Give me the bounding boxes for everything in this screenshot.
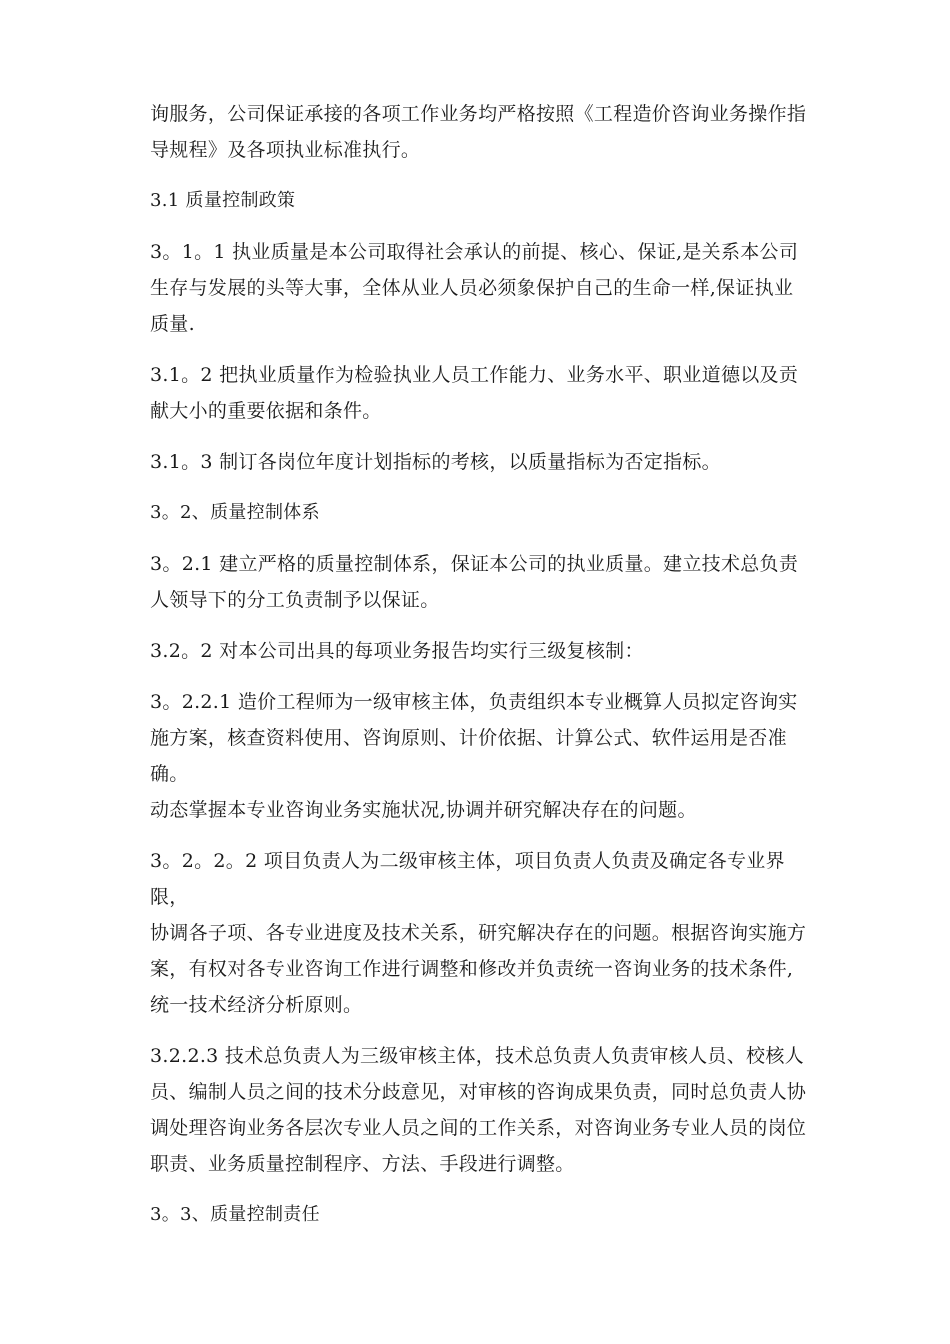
text-line: 案，有权对各专业咨询工作进行调整和修改并负责统一咨询业务的技术条件, — [150, 958, 794, 980]
text-line: 询服务，公司保证承接的各项工作业务均严格按照《工程造价咨询业务操作指 — [150, 103, 807, 125]
section-heading — [150, 1197, 810, 1233]
paragraph — [150, 684, 810, 828]
text-line: 导规程》及各项执业标准执行。 — [150, 139, 421, 161]
text-line: 3.2。2 对本公司出具的每项业务报告均实行三级复核制： — [150, 640, 644, 662]
text-line: 调处理咨询业务各层次专业人员之间的工作关系，对咨询业务专业人员的岗位 — [150, 1117, 807, 1139]
text-line: 施方案，核查资料使用、咨询原则、计价依据、计算公式、软件运用是否准确。 — [150, 727, 787, 785]
paragraph — [150, 357, 810, 429]
text-line: 生存与发展的头等大事，全体从业人员必须象保护自己的生命一样,保证执业 — [150, 277, 794, 299]
text-line: 3。2.1 建立严格的质量控制体系，保证本公司的执业质量。建立技术总负责 — [150, 553, 799, 575]
text-line: 3。1。1 执业质量是本公司取得社会承认的前提、核心、保证,是关系本公司 — [150, 241, 799, 263]
paragraph — [150, 843, 810, 1023]
text-line: 3.1。2 把执业质量作为检验执业人员工作能力、业务水平、职业道德以及贡 — [150, 364, 799, 386]
text-line: 职责、业务质量控制程序、方法、手段进行调整。 — [150, 1153, 575, 1175]
section-heading — [150, 183, 810, 219]
text-line: 员、编制人员之间的技术分歧意见，对审核的咨询成果负责，同时总负责人协 — [150, 1081, 807, 1103]
heading-text: 3。2、质量控制体系 — [150, 502, 320, 523]
paragraph — [150, 444, 810, 480]
text-line: 人领导下的分工负责制予以保证。 — [150, 589, 440, 611]
text-line: 3。2。2。2 项目负责人为二级审核主体，项目负责人负责及确定各专业界限， — [150, 850, 785, 908]
paragraph — [150, 1038, 810, 1182]
paragraph — [150, 96, 810, 168]
text-line: 献大小的重要依据和条件。 — [150, 400, 382, 422]
heading-text: 3。3、质量控制责任 — [150, 1204, 320, 1225]
document-page — [150, 96, 810, 1233]
text-line: 统一技术经济分析原则。 — [150, 994, 363, 1016]
text-line: 动态掌握本专业咨询业务实施状况,协调并研究解决存在的问题。 — [150, 799, 697, 821]
paragraph — [150, 234, 810, 342]
text-line: 3。2.2.1 造价工程师为一级审核主体，负责组织本专业概算人员拟定咨询实 — [150, 691, 798, 713]
text-line: 协调各子项、各专业进度及技术关系，研究解决存在的问题。根据咨询实施方 — [150, 922, 807, 944]
text-line: 3.1。3 制订各岗位年度计划指标的考核，以质量指标为否定指标。 — [150, 451, 721, 473]
heading-text: 3.1 质量控制政策 — [150, 190, 296, 211]
paragraph — [150, 546, 810, 618]
text-line: 3.2.2.3 技术总负责人为三级审核主体，技术总负责人负责审核人员、校核人 — [150, 1045, 804, 1067]
section-heading — [150, 495, 810, 531]
paragraph — [150, 633, 810, 669]
text-line: 质量. — [150, 313, 195, 335]
